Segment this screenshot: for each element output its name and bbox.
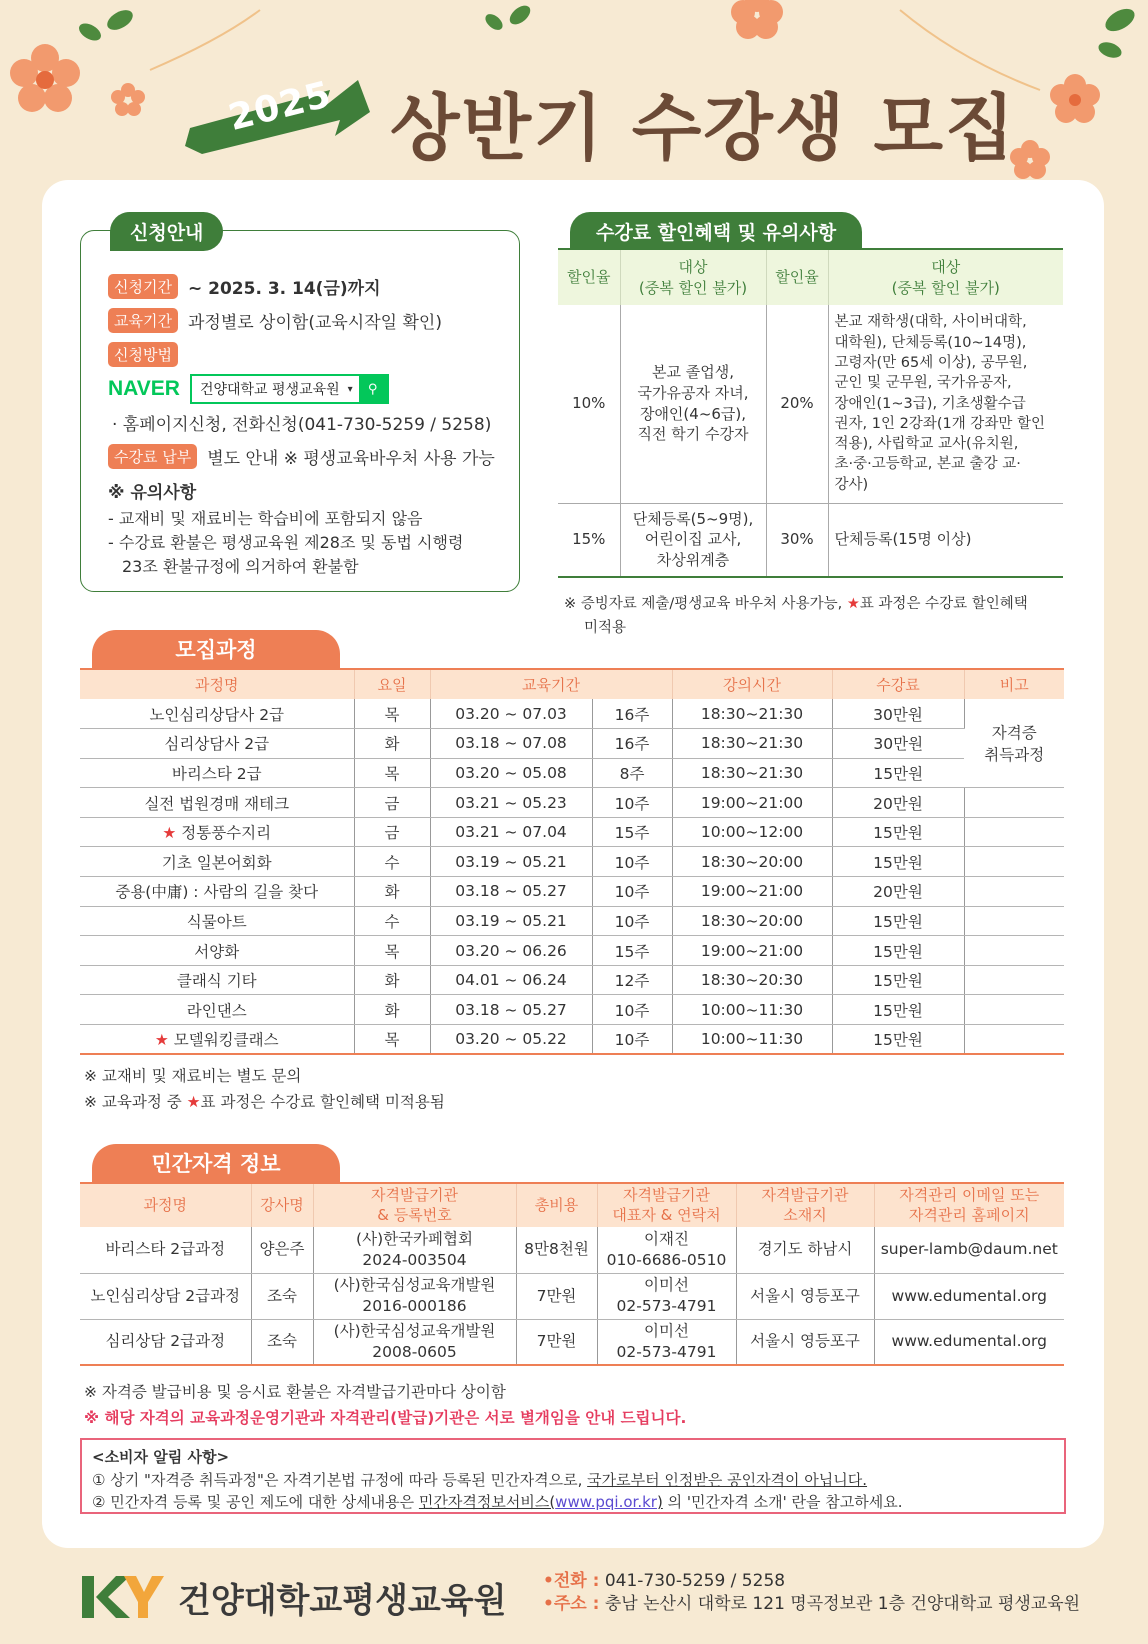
course-name-cell [80, 817, 354, 847]
courses-header: 수강료 [832, 669, 964, 699]
notice-line-2c: ) [656, 1493, 663, 1511]
course-fee: 15만원 [832, 965, 964, 995]
discount-header: 대상 (중복 할인 불가) [620, 249, 766, 305]
course-time: 18:30~21:30 [672, 699, 832, 729]
cert-loc: 서울시 영등포구 [736, 1273, 874, 1319]
course-day: 수 [354, 847, 430, 877]
course-day: 금 [354, 788, 430, 818]
ky-logo-icon [82, 1572, 164, 1622]
course-remark: 자격증 취득과정 [964, 699, 1064, 788]
discount-target: 본교 졸업생, 국가유공자 자녀, 장애인(4~6급), 직전 학기 수강자 [620, 305, 766, 503]
discount-rate: 30% [766, 503, 828, 577]
course-period: 03.21 ~ 05.23 [430, 788, 592, 818]
cert-note-2: ※ 해당 자격의 교육과정운영기관과 자격관리(발급)기관은 서로 별개임을 안내 드립니다. [84, 1409, 687, 1427]
course-remark-empty [964, 965, 1064, 995]
courses-tab: 모집과정 [92, 630, 340, 670]
courses-header: 요일 [354, 669, 430, 699]
course-name-cell [80, 877, 354, 907]
discount-target: 본교 재학생(대학, 사이버대학, 대학원), 단체등록(10~14명), 고령자(만 65세 이상), 공무원, 군인 및 군무원, 국가유공자, 장애인(1~3급), 기초생활수급 권자, 1인 2강좌(1개 강좌만 할인 적용), 사립학교 교사(유치원, 초·중·고등학교, 본교 출강 교· 강사) [828, 305, 1063, 503]
course-name: 클래식 기타 [176, 972, 257, 991]
course-name-cell [80, 1025, 354, 1055]
cert-teacher: 조숙 [251, 1273, 313, 1319]
course-fee: 15만원 [832, 817, 964, 847]
footer-org-name: 건양대학교평생교육원 [178, 1580, 507, 1621]
course-weeks: 10주 [592, 847, 672, 877]
course-day: 화 [354, 877, 430, 907]
course-time: 18:30~20:00 [672, 847, 832, 877]
course-fee: 30만원 [832, 729, 964, 759]
discount-rate: 20% [766, 305, 828, 503]
table-row [80, 729, 1064, 759]
cert-teacher: 조숙 [251, 1319, 313, 1365]
course-weeks: 12주 [592, 965, 672, 995]
course-day: 금 [354, 817, 430, 847]
notice-line-1a: ① 상기 "자격증 취득과정"은 자격기본법 규정에 따라 등록된 민간자격으로, [92, 1470, 588, 1489]
cert-cost: 8만8천원 [516, 1227, 597, 1273]
table-row [80, 699, 1064, 729]
address-label: •주소 : [543, 1593, 600, 1614]
cert-cost: 7만원 [516, 1319, 597, 1365]
course-fee: 30만원 [832, 699, 964, 729]
apply-method-detail: · 홈페이지신청, 전화신청(041-730-5259 / 5258) [112, 415, 492, 435]
fee-payment-row [108, 444, 495, 469]
course-weeks: 15주 [592, 936, 672, 966]
course-fee: 20만원 [832, 877, 964, 907]
course-period: 03.18 ~ 05.27 [430, 995, 592, 1025]
apply-method-badge: 신청방법 [108, 342, 178, 367]
cert-tab: 민간자격 정보 [92, 1144, 340, 1184]
course-name-cell [80, 729, 354, 759]
notice-line-2b: 민간자격정보서비스( [418, 1493, 556, 1511]
course-name-cell [80, 788, 354, 818]
cert-header: 강사명 [251, 1183, 313, 1227]
discount-header: 할인율 [558, 249, 620, 305]
discount-header: 할인율 [766, 249, 828, 305]
course-period: 03.20 ~ 07.03 [430, 699, 592, 729]
cert-contact[interactable]: www.edumental.org [874, 1273, 1064, 1319]
course-period: 03.20 ~ 06.26 [430, 936, 592, 966]
phone-value: 041-730-5259 / 5258 [604, 1571, 786, 1591]
cert-rep: 이미선 02-573-4791 [597, 1273, 736, 1319]
discount-target: 단체등록(5~9명), 어린이집 교사, 차상위계층 [620, 503, 766, 577]
table-row [80, 965, 1064, 995]
course-name: 심리상담사 2급 [164, 735, 270, 754]
caution-title: ※ 유의사항 [108, 483, 197, 503]
course-remark-empty [964, 936, 1064, 966]
table-row [80, 906, 1064, 936]
cert-course: 바리스타 2급과정 [80, 1227, 251, 1273]
course-time: 18:30~20:00 [672, 906, 832, 936]
table-row [80, 788, 1064, 818]
course-name: 기초 일본어회화 [161, 853, 272, 872]
consumer-notice-box [80, 1438, 1066, 1514]
course-fee: 15만원 [832, 758, 964, 788]
course-remark-empty [964, 788, 1064, 818]
courses-header: 교육기간 [430, 669, 672, 699]
course-weeks: 10주 [592, 906, 672, 936]
course-name: 라인댄스 [186, 1001, 247, 1020]
course-fee: 15만원 [832, 936, 964, 966]
discount-note [564, 592, 1028, 613]
table-row [80, 1273, 1064, 1319]
caution-2b: 23조 환불규정에 의거하여 환불함 [122, 557, 359, 576]
course-time: 10:00~11:30 [672, 995, 832, 1025]
course-period: 03.19 ~ 05.21 [430, 906, 592, 936]
cert-note-1: ※ 자격증 발급비용 및 응시료 환불은 자격발급기관마다 상이함 [84, 1383, 506, 1401]
course-name-cell [80, 847, 354, 877]
course-weeks: 8주 [592, 758, 672, 788]
discount-header: 대상 (중복 할인 불가) [828, 249, 1063, 305]
course-name: 실전 법원경매 재테크 [144, 794, 290, 813]
course-name-cell [80, 965, 354, 995]
cert-org: (사)한국심성교육개발원 2008-0605 [313, 1319, 516, 1365]
cert-loc: 서울시 영등포구 [736, 1319, 874, 1365]
course-day: 목 [354, 936, 430, 966]
course-period: 03.18 ~ 07.08 [430, 729, 592, 759]
pqi-link[interactable]: www.pqi.or.kr [555, 1493, 657, 1511]
notice-line-2 [92, 1491, 1054, 1514]
course-name: 모델워킹클래스 [173, 1031, 279, 1050]
course-time: 18:30~21:30 [672, 758, 832, 788]
discount-note-a: ※ 증빙자료 제출/평생교육 바우처 사용가능, [564, 596, 847, 612]
cert-header: 자격관리 이메일 또는 자격관리 홈페이지 [874, 1183, 1064, 1227]
course-name-cell [80, 758, 354, 788]
star-icon: ★ [154, 1031, 169, 1050]
footer-logo [82, 1572, 506, 1622]
cert-org: (사)한국카페협회 2024-003504 [313, 1227, 516, 1273]
discount-rate: 10% [558, 305, 620, 503]
course-remark-empty [964, 995, 1064, 1025]
cert-table [80, 1182, 1064, 1366]
cert-contact[interactable]: www.edumental.org [874, 1319, 1064, 1365]
course-time: 10:00~12:00 [672, 817, 832, 847]
course-name-cell [80, 906, 354, 936]
cert-header: 자격발급기관 소재지 [736, 1183, 874, 1227]
course-weeks: 16주 [592, 729, 672, 759]
cert-rep: 이미선 02-573-4791 [597, 1319, 736, 1365]
courses-header: 과정명 [80, 669, 354, 699]
course-remark-empty [964, 906, 1064, 936]
discount-rate: 15% [558, 503, 620, 577]
table-row [80, 877, 1064, 907]
course-time: 19:00~21:00 [672, 788, 832, 818]
course-name: 중용(中庸) : 사람의 길을 찾다 [115, 883, 319, 902]
course-time: 18:30~21:30 [672, 729, 832, 759]
courses-note-1: ※ 교재비 및 재료비는 별도 문의 [84, 1067, 302, 1085]
star-icon: ★ [162, 824, 177, 843]
course-name-cell [80, 936, 354, 966]
fee-payment-value: 별도 안내 ※ 평생교육바우처 사용 가능 [207, 449, 495, 469]
table-row [80, 1227, 1064, 1273]
course-weeks: 10주 [592, 877, 672, 907]
discount-note-b: 표 과정은 수강료 할인혜택 [859, 596, 1028, 612]
table-row [80, 936, 1064, 966]
course-day: 수 [354, 906, 430, 936]
course-remark-empty [964, 847, 1064, 877]
course-fee: 15만원 [832, 847, 964, 877]
phone-label: •전화 : [543, 1571, 600, 1591]
courses-table [80, 668, 1064, 1055]
cert-cost: 7만원 [516, 1273, 597, 1319]
table-row [80, 817, 1064, 847]
course-fee: 15만원 [832, 995, 964, 1025]
cert-header: 자격발급기관 & 등록번호 [313, 1183, 516, 1227]
edu-period-value: 과정별로 상이함(교육시작일 확인) [187, 313, 442, 333]
search-query: 건양대학교 평생교육원 [199, 382, 340, 398]
naver-search-row [108, 374, 389, 404]
course-name: 서양화 [194, 942, 240, 961]
course-day: 화 [354, 965, 430, 995]
course-remark-empty [964, 1025, 1064, 1055]
courses-header: 강의시간 [672, 669, 832, 699]
course-remark-empty [964, 817, 1064, 847]
notice-line-2d: 의 '민간자격 소개' 란을 참고하세요. [662, 1493, 903, 1511]
search-icon[interactable]: ⚲ [359, 375, 387, 403]
footer-info [543, 1570, 1080, 1616]
courses-note-2b: 표 과정은 수강료 할인혜택 미적용됨 [200, 1093, 445, 1111]
course-name: 노인심리상담사 2급 [149, 705, 285, 724]
edu-period-row [108, 308, 442, 333]
apply-info-tab: 신청안내 [110, 212, 223, 251]
edu-period-badge: 교육기간 [108, 308, 178, 333]
course-time: 19:00~21:00 [672, 877, 832, 907]
course-day: 목 [354, 758, 430, 788]
notice-line-1 [92, 1469, 1054, 1492]
cert-course: 노인심리상담 2급과정 [80, 1273, 251, 1319]
naver-search-box[interactable] [190, 374, 389, 404]
discount-tab: 수강료 할인혜택 및 유의사항 [570, 212, 862, 251]
course-remark-empty [964, 877, 1064, 907]
page-header [180, 62, 1017, 172]
table-row [80, 847, 1064, 877]
course-name-cell [80, 699, 354, 729]
year-label: 2025 [224, 74, 336, 139]
course-period: 03.21 ~ 07.04 [430, 817, 592, 847]
course-name: 식물아트 [186, 912, 247, 931]
star-icon: ★ [186, 1093, 201, 1111]
cert-loc: 경기도 하남시 [736, 1227, 874, 1273]
table-row [558, 305, 1063, 503]
notice-line-2a: ② 민간자격 등록 및 공인 제도에 대한 상세내용은 [92, 1493, 419, 1511]
notice-title: <소비자 알림 사항> [92, 1448, 230, 1466]
discount-target: 단체등록(15명 이상) [828, 503, 1063, 577]
course-weeks: 10주 [592, 995, 672, 1025]
course-time: 19:00~21:00 [672, 936, 832, 966]
course-weeks: 10주 [592, 788, 672, 818]
course-time: 10:00~11:30 [672, 1025, 832, 1055]
course-day: 목 [354, 1025, 430, 1055]
naver-logo: NAVER [108, 377, 180, 400]
course-fee: 15만원 [832, 1025, 964, 1055]
course-weeks: 10주 [592, 1025, 672, 1055]
course-fee: 20만원 [832, 788, 964, 818]
caution-2a: - 수강료 환불은 평생교육원 제28조 및 동법 시행령 [108, 533, 464, 552]
cert-contact[interactable]: super-lamb@daum.net [874, 1227, 1064, 1273]
course-weeks: 15주 [592, 817, 672, 847]
course-name: 정통풍수지리 [181, 824, 272, 843]
courses-header: 비고 [964, 669, 1064, 699]
notice-line-1b: 국가로부터 인정받은 공인자격이 아닙니다. [587, 1470, 868, 1489]
star-icon: ★ [846, 596, 860, 612]
cert-header: 자격발급기관 대표자 & 연락처 [597, 1183, 736, 1227]
courses-note-2a: ※ 교육과정 중 [84, 1093, 187, 1111]
table-row [80, 1025, 1064, 1055]
course-day: 화 [354, 995, 430, 1025]
course-period: 03.20 ~ 05.22 [430, 1025, 592, 1055]
course-fee: 15만원 [832, 906, 964, 936]
cert-rep: 이재진 010-6686-0510 [597, 1227, 736, 1273]
cert-course: 심리상담 2급과정 [80, 1319, 251, 1365]
course-period: 03.18 ~ 05.27 [430, 877, 592, 907]
fee-payment-badge: 수강료 납부 [108, 444, 197, 469]
course-day: 화 [354, 729, 430, 759]
cert-org: (사)한국심성교육개발원 2016-000186 [313, 1273, 516, 1319]
cert-header: 과정명 [80, 1183, 251, 1227]
course-period: 03.19 ~ 05.21 [430, 847, 592, 877]
address-value: 충남 논산시 대학로 121 명곡정보관 1층 건양대학교 평생교육원 [604, 1593, 1081, 1614]
course-period: 03.20 ~ 05.08 [430, 758, 592, 788]
apply-period-badge: 신청기간 [108, 274, 178, 299]
course-name: 바리스타 2급 [171, 764, 262, 783]
table-row [558, 503, 1063, 577]
caution-1: - 교재비 및 재료비는 학습비에 포함되지 않음 [108, 509, 423, 528]
cert-teacher: 양은주 [251, 1227, 313, 1273]
apply-period-value: ~ 2025. 3. 14(금)까지 [187, 279, 381, 299]
course-name-cell [80, 995, 354, 1025]
discount-note-c: 미적용 [584, 620, 627, 636]
course-time: 18:30~20:30 [672, 965, 832, 995]
table-row [80, 1319, 1064, 1365]
course-weeks: 16주 [592, 699, 672, 729]
table-row [80, 995, 1064, 1025]
apply-period-row [108, 274, 381, 299]
table-row [80, 758, 1064, 788]
apply-method-row [108, 342, 188, 367]
course-period: 04.01 ~ 06.24 [430, 965, 592, 995]
cert-header: 총비용 [516, 1183, 597, 1227]
chevron-down-icon: ▾ [347, 383, 353, 395]
discount-table [558, 248, 1063, 578]
courses-note-2 [84, 1090, 445, 1112]
page-title: 상반기 수강생 모집 [390, 86, 1017, 170]
course-day: 목 [354, 699, 430, 729]
